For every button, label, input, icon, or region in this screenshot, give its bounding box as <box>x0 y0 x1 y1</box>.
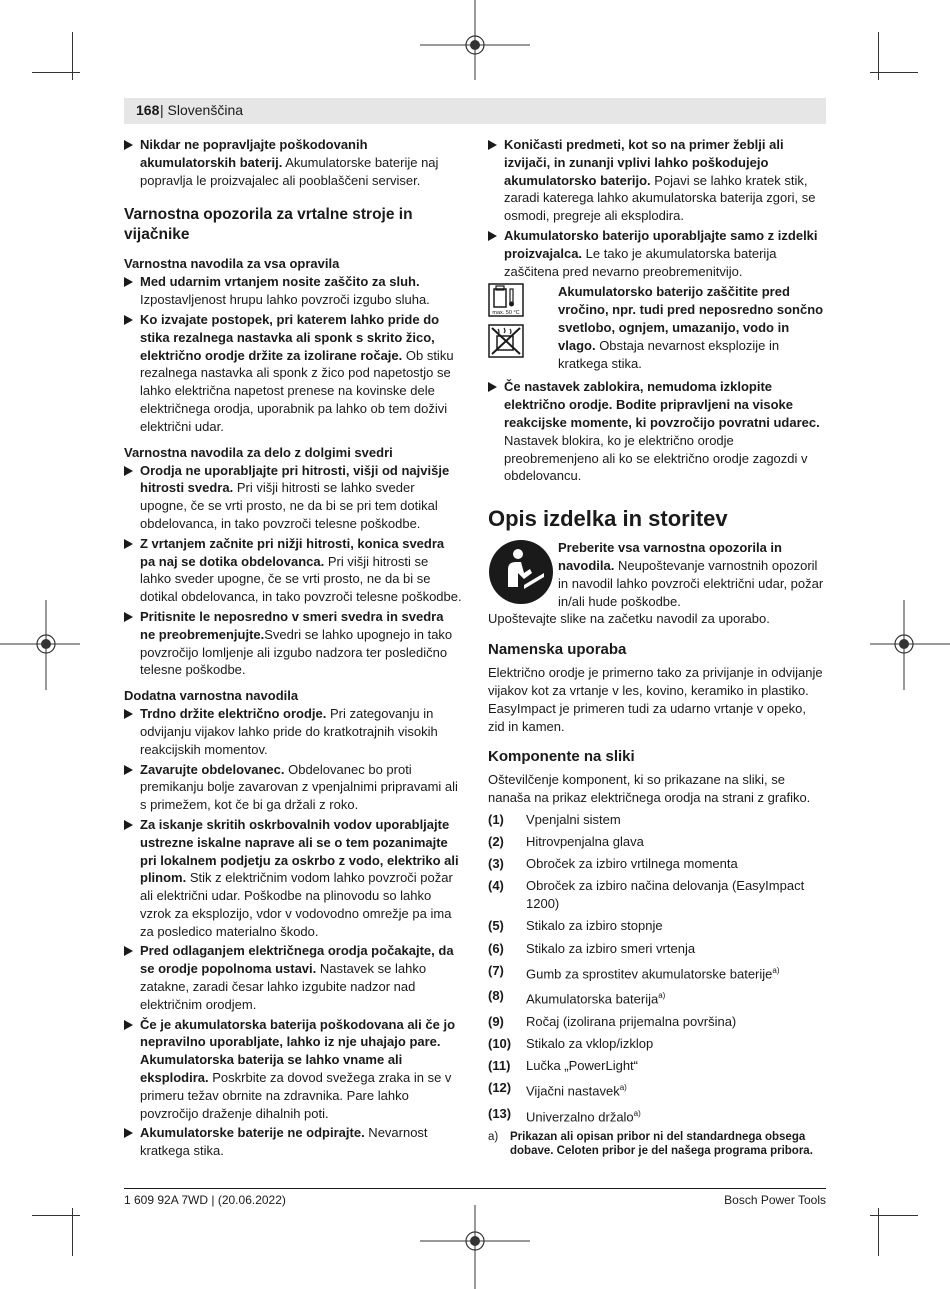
list-item: (1) Vpenjalni sistem <box>488 811 621 827</box>
list-item: (11) Lučka „PowerLight“ <box>488 1058 638 1074</box>
components-list <box>488 811 826 1126</box>
paragraph: EasyImpact je primeren tudi za udarno vrtanje v opeko, zid in kamen. <box>488 700 806 734</box>
heat-warning: max. 50 °C Akumulatorsko baterijo zaščitite pred vročino, npr. tudi pred neposredno sončno svetlobo, ognjem, umazanijo, vodo in vlago. Obstaja nevarnost eksplozije in kratkega stika. <box>488 283 826 372</box>
list-item: Nikdar ne popravljajte poškodovanih akumulatorskih baterij. Akumulatorske baterije naj popravlja le proizvajalec ali pooblaščeni serviser. <box>124 136 462 189</box>
footnote: a) Prikazan ali opisan pribor ni del standardnega obsega dobave. Celoten pribor je del našega programa pribora. <box>488 1131 813 1158</box>
list-item: Z vrtanjem začnite pri nižji hitrosti, konica svedra pa naj se dotika obdelovanca. Pri višji hitrosti se lahko sveder upogne, če se vrti prosto, ne da bi se dotikal obdelovanca, in tako povzroči telesne poškodbe. <box>124 535 462 606</box>
paragraph: Električno orodje je primerno tako za privijanje in odvijanje vijakov kot za vrtanje v les, kovino, keramiko in plastiko. <box>488 665 823 698</box>
read-instructions: Preberite vsa varnostna opozorila in navodila. Neupoštevanje varnostnih opozoril in navodil lahko povzroči električni udar, požar in/ali hude poškodbe. <box>488 539 826 610</box>
header-language: | Slovenščina <box>160 102 244 118</box>
list-item: Pred odlaganjem električnega orodja počakajte, da se orodje popolnoma ustavi. Nastavek se lahko zatakne, zaradi česar lahko izgubite nadzor nad električnim orodjem. <box>124 942 462 1013</box>
list-item: (12) Vijačni nastavek$^{a)}$ <box>488 1080 627 1099</box>
registration-mark-right-icon <box>870 600 950 690</box>
list-item: Če nastavek zablokira, nemudoma izklopite električno orodje. Bodite pripravljeni na visoke reakcijske momente, ki povzročijo povratni udarec. Nastavek blokira, ko je električno orodje preobremenjeno ali ko se električno orodje zagozdi v obdelovancu. <box>488 378 826 485</box>
list-item: Ko izvajate postopek, pri katerem lahko pride do stika rezalnega nastavka ali sponk s skrito žico, električno orodje držite za izolirane ročaje. Ob stiku rezalnega nastavka ali sponk z žico pod napetostjo se lahko električna napetost prenese na kovinske dele električnega orodja, uporabnik pa lahko ob tem doživi električni udar. <box>124 311 462 436</box>
list-item: Orodja ne uporabljajte pri hitrosti, višji od najvišje hitrosti svedra. Pri višji hitrosti se lahko sveder upogne, če se vrti prosto, ne da bi se pri tem dotikal obdelovanca, in tako povzroči telesne poškodbe. <box>124 462 462 533</box>
list-item: (3) Obroček za izbiro vrtilnega momenta <box>488 856 738 872</box>
subsection-heading: Namenska uporaba <box>488 641 627 659</box>
bullet-triangle-icon <box>124 315 133 325</box>
registration-mark-bottom-icon <box>420 1205 530 1289</box>
left-column <box>124 136 462 1162</box>
footer-divider <box>124 1188 826 1189</box>
read-manual-icon <box>488 539 554 605</box>
bullet-triangle-icon <box>124 820 133 830</box>
list-item: (9) Ročaj (izolirana prijemalna površina) <box>488 1013 737 1029</box>
bullet-triangle-icon <box>488 382 497 392</box>
no-water-battery-icon <box>488 324 524 358</box>
list-item: Če je akumulatorska baterija poškodovana ali če jo nepravilno uporabljate, lahko iz nje uhajajo pare. Akumulatorska baterija se lahko vname ali eksplodira. Poskrbite za dovod svežega zraka in se v primeru težav obrnite na zdravnika. Pare lahko povzročijo draženje dihalnih poti. <box>124 1016 462 1123</box>
bullet-triangle-icon <box>488 140 497 150</box>
right-column <box>488 136 826 1158</box>
bullet-triangle-icon <box>124 140 133 150</box>
crop-mark <box>870 1215 918 1216</box>
list-item: (7) Gumb za sprostitev akumulatorske baterije$^{a)}$ <box>488 962 780 982</box>
read-instructions-icon-wrap <box>488 539 558 610</box>
paragraph: Oštevilčenje komponent, ki so prikazane na sliki, se nanaša na prikaz električnega orodja na strani z grafiko. <box>488 772 811 806</box>
bullet-triangle-icon <box>124 612 133 622</box>
bullet-triangle-icon <box>124 277 133 287</box>
subsection-heading: Varnostna navodila za delo z dolgimi svedri <box>124 444 393 460</box>
list-item: (8) Akumulatorska baterija$^{a)}$ <box>488 988 666 1007</box>
list-item: Akumulatorsko baterijo uporabljajte samo z izdelki proizvajalca. Le tako je akumulatorska baterija zaščitena pred nevarno preobremenitvijo. <box>488 227 826 280</box>
list-item: Za iskanje skritih oskrbovalnih vodov uporabljajte ustrezne iskalne naprave ali se o tem pozanimajte pri lokalnem podjetju za oskrbo z vodo, elektriko ali plinom. Stik z električnim vodom lahko povzroči požar ali električni udar. Poškodbe na plinovodu so lahko vzrok za eksplozijo, vdor v vodovodno omrežje pa ima za posledico materialno škodo. <box>124 816 462 941</box>
crop-mark <box>870 72 918 73</box>
read-after-text: Upoštevajte slike na začetku navodil za uporabo. <box>488 611 770 627</box>
bullet-triangle-icon <box>124 709 133 719</box>
list-item: (13) Univerzalno držalo$^{a)}$ <box>488 1105 641 1125</box>
heat-warning-icons <box>488 283 558 372</box>
list-item: Zavarujte obdelovanec. Obdelovanec bo proti premikanju bolje zavarovan z vpenjalnimi pripravami ali s primežem, kot če bi ga držali z roko. <box>124 761 462 814</box>
list-item: (2) Hitrovpenjalna glava <box>488 834 644 850</box>
bullet-triangle-icon <box>124 1020 133 1030</box>
max-temperature-battery-icon <box>488 283 524 317</box>
section-heading: Varnostna opozorila za vrtalne stroje in vijačnike <box>124 206 413 244</box>
subsection-heading: Varnostna navodila za vsa opravila <box>124 256 340 272</box>
registration-mark-top-icon <box>420 0 530 80</box>
crop-mark <box>32 1215 80 1216</box>
bullet-triangle-icon <box>124 765 133 775</box>
list-item: Koničasti predmeti, kot so na primer žeblji ali izvijači, in zunanji vplivi lahko poškodujejo akumulatorsko baterijo. Pojavi se lahko kratek stik, zaradi katerega lahko akumulatorska baterija zgori, se osmodi, pregreje ali eksplodira. <box>488 136 826 225</box>
page-header <box>124 98 826 124</box>
list-item: Med udarnim vrtanjem nosite zaščito za sluh. Izpostavljenost hrupu lahko povzroči izgubo sluha. <box>124 273 462 309</box>
max-temperature-label: max. 50 °C <box>492 310 520 317</box>
bullet-triangle-icon <box>488 231 497 241</box>
crop-mark <box>32 72 80 73</box>
bullet-triangle-icon <box>124 946 133 956</box>
section-title: Opis izdelka in storitev <box>488 506 728 532</box>
bullet-triangle-icon <box>124 466 133 476</box>
list-item: Akumulatorske baterije ne odpirajte. Nevarnost kratkega stika. <box>124 1124 462 1160</box>
bullet-triangle-icon <box>124 1128 133 1138</box>
subsection-heading: Dodatna varnostna navodila <box>124 688 299 704</box>
list-item: Pritisnite le neposredno v smeri svedra in svedra ne preobremenjujte.Svedri se lahko upognejo in tako povzročijo lomljenje ali izgubo nadzora ter posledično telesne poškodbe. <box>124 608 462 679</box>
list-item: (6) Stikalo za izbiro smeri vrtenja <box>488 940 696 956</box>
page-number: 168 <box>136 102 160 118</box>
list-item: (10) Stikalo za vklop/izklop <box>488 1036 654 1052</box>
footer-left: 1 609 92A 7WD | (20.06.2022) <box>124 1193 286 1207</box>
header-language-text: Slovenščina <box>167 102 244 118</box>
list-item: (4) Obroček za izbiro načina delovanja (EasyImpact 1200) <box>488 878 805 912</box>
footer-right: Bosch Power Tools <box>724 1193 826 1207</box>
list-item: (5) Stikalo za izbiro stopnje <box>488 918 663 934</box>
bullet-triangle-icon <box>124 539 133 549</box>
subsection-heading: Komponente na sliki <box>488 748 635 766</box>
registration-mark-left-icon <box>0 600 80 690</box>
list-item: Trdno držite električno orodje. Pri zategovanju in odvijanju vijakov lahko pride do kratkotrajnih visokih reakcijskih momentov. <box>124 705 462 758</box>
